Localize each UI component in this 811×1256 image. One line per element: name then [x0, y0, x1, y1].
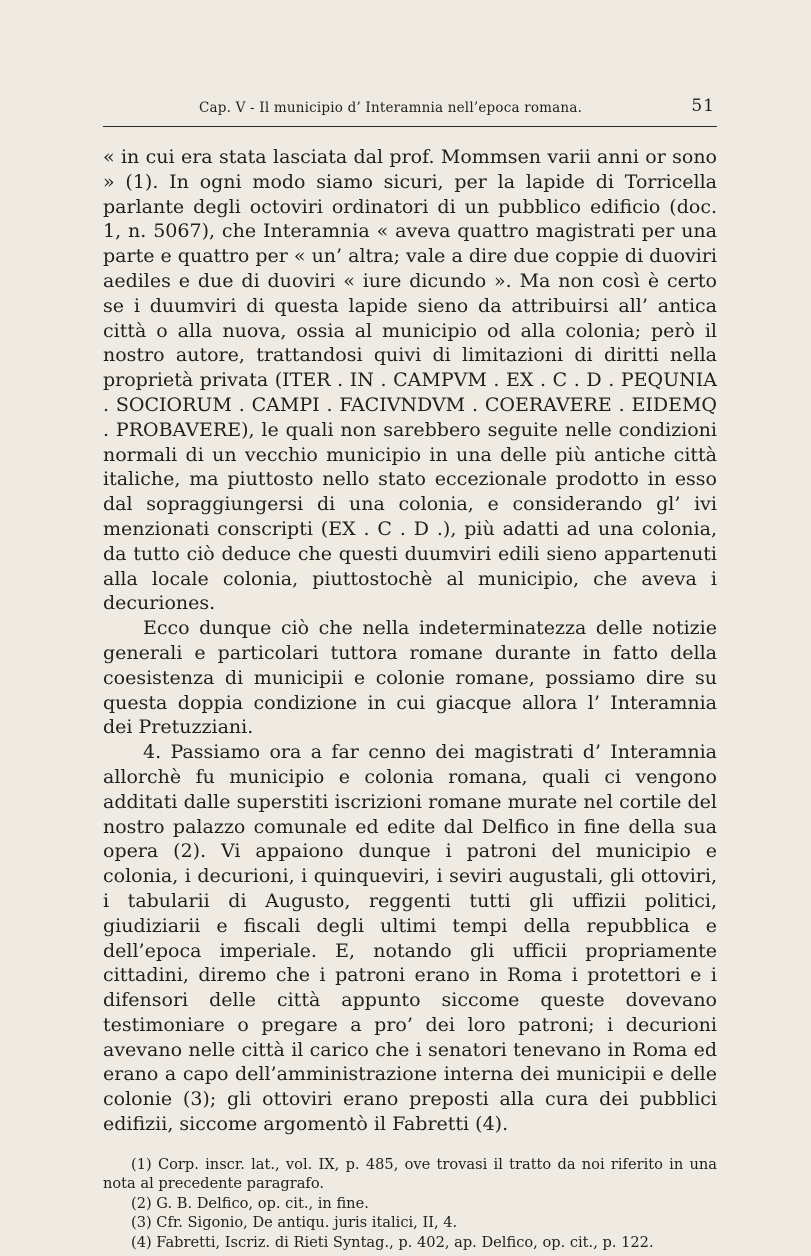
- main-text: [103, 145, 717, 1137]
- footnote-4: (4) Fabretti, Iscriz. di Rieti Syntag., p. 402, ap. Delfico, op. cit., p. 122.: [131, 1233, 654, 1251]
- running-title: Cap. V - Il municipio d’ Interamnia nell’epoca romana.: [199, 100, 583, 116]
- running-header: [103, 96, 717, 127]
- footnote-2: (2) G. B. Delfico, op. cit., in fine.: [131, 1194, 369, 1212]
- page: [103, 96, 717, 1252]
- paragraph-1: « in cui era stata lasciata dal prof. Mommsen varii anni or sono » (1). In ogni modo siamo sicuri, per la lapide di Torricella parlante degli octoviri ordinatori di un pubblico edificio (doc. 1, n. 5067), che Interamnia « aveva quattro magistrati per una parte e quattro per « un’ altra; vale a dire due coppie di duoviri aediles e due di duoviri « iure dicundo ». Ma non così è certo se i duumviri di questa lapide sieno da attribuirsi all’ antica città o alla nuova, ossia al municipio od alla colonia; però il nostro autore, trattandosi quivi di limitazioni di diritti nella proprietà privata (ITER . IN . CAMPVM . EX . C . D . PEQUNIA . SOCIORUM . CAMPI . FACIVNDVM . COERAVERE . EIDEMQ . PROBAVERE), le quali non sarebbero seguite nelle condizioni normali di un vecchio municipio in una delle più antiche città italiche, ma piuttosto nello stato eccezionale prodotto in esso dal sopraggiungersi di una colonia, e considerando gl’ ivi menzionati conscripti (EX . C . D .), più adatti ad una colonia, da tutto ciò deduce che questi duumviri edili sieno appartenuti alla locale colonia, piuttostochè al municipio, che aveva i decuriones.: [103, 146, 717, 615]
- footnote-3: (3) Cfr. Sigonio, De antiqu. juris italici, II, 4.: [131, 1214, 458, 1232]
- paragraph-2: Ecco dunque ciò che nella indeterminatezza delle notizie generali e particolari tuttora romane durante in fatto della coesistenza di municipii e colonie romane, possiamo dire su questa doppia condizione in cui giacque allora l’ Interamnia dei Pretuzziani.: [103, 617, 717, 739]
- footnotes: [103, 1155, 717, 1253]
- page-number: 51: [691, 96, 715, 116]
- paragraph-3: 4. Passiamo ora a far cenno dei magistrati d’ Interamnia allorchè fu municipio e colonia romana, quali ci vengono additati dalle superstiti iscrizioni romane murate nel cortile del nostro palazzo comunale ed edite dal Delfico in fine della sua opera (2). Vi appaiono dunque i patroni del municipio e colonia, i decurioni, i quinqueviri, i seviri augustali, gli ottoviri, i tabularii di Augusto, reggenti tutti gli uffizii politici, giudiziarii e fiscali degli ultimi tempi della repubblica e dell’epoca imperiale. E, notando gli ufficii propriamente cittadini, diremo che i patroni erano in Roma i protettori e i difensori delle città appunto siccome queste dovevano testimoniare o pregare a pro’ dei loro patroni; i decurioni avevano nelle città il carico che i senatori tenevano in Roma ed erano a capo dell’amministrazione interna dei municipii e delle colonie (3); gli ottoviri erano preposti alla cura dei pubblici edifizii, siccome argomentò il Fabretti (4).: [103, 741, 717, 1136]
- footnote-1: (1) Corp. inscr. lat., vol. IX, p. 485, ove trovasi il tratto da noi riferito in una nota al precedente paragrafo.: [103, 1155, 717, 1193]
